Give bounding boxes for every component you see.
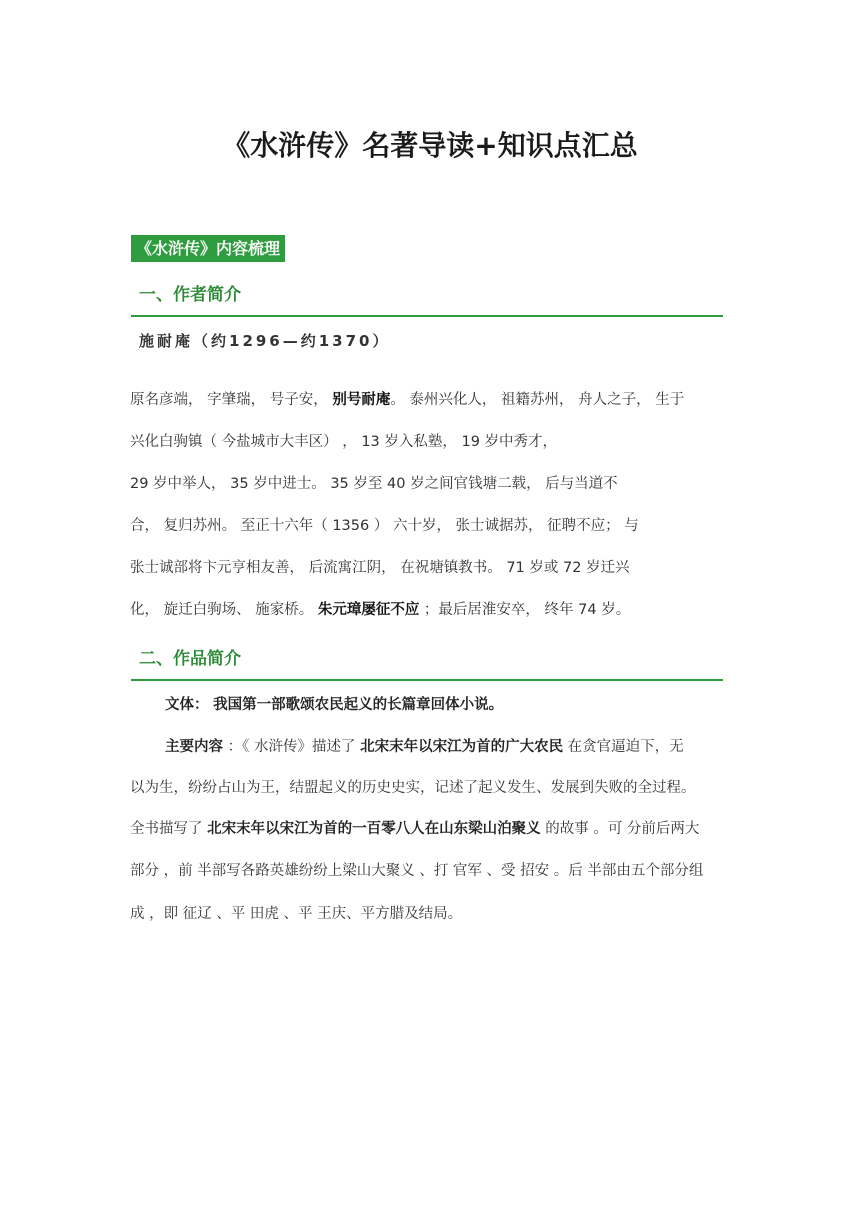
summary-line bbox=[130, 817, 699, 838]
bio-line bbox=[130, 430, 730, 451]
bio-line bbox=[130, 514, 730, 535]
summary-emphasis: 北宋末年以宋江为首的广大农民 bbox=[360, 739, 564, 755]
summary-text: 部分 ，前 半部写各路英雄纷纷上梁山大聚义 、打 官军 、受 招安 。后 半部由五个部分组 bbox=[130, 863, 704, 879]
section-divider bbox=[131, 679, 723, 681]
bio-line bbox=[130, 556, 730, 577]
page-title: 《水浒传》名著导读+知识点汇总 bbox=[222, 129, 638, 162]
bio-text: 原名彦端， 字肇瑞， 号子安， bbox=[130, 392, 333, 408]
summary-line bbox=[130, 859, 703, 880]
summary-text: 全书描写了 bbox=[130, 821, 208, 837]
summary-line bbox=[165, 735, 684, 756]
summary-emphasis: 北宋末年以宋江为首的一百零八人在山东梁山泊聚义 bbox=[207, 821, 541, 837]
bio-text: 29 岁中举人， 35 岁中进士。 35 岁至 40 岁之间官钱塘二载， 后与当道不 bbox=[130, 476, 618, 492]
bio-text: 化， 旋迁白驹场、 施家桥。 bbox=[130, 602, 318, 618]
bio-line bbox=[130, 388, 730, 409]
genre-label: 文体： bbox=[165, 697, 209, 713]
section-heading-author: 一、作者简介 bbox=[139, 285, 241, 305]
genre-line bbox=[165, 693, 503, 714]
bio-text: 合， 复归苏州。 至正十六年（ 1356 ） 六十岁， 张士诚据苏， 征聘不应； 与 bbox=[130, 518, 639, 534]
summary-text: 成 ，即 征辽 、平 田虎 、平 王庆、平方腊及结局。 bbox=[130, 906, 463, 922]
bio-line bbox=[130, 598, 730, 619]
bio-emphasis: 朱元璋屡征不应 bbox=[317, 602, 420, 618]
summary-text: ：《 水浒传》描述了 bbox=[223, 739, 361, 755]
summary-line bbox=[130, 776, 696, 797]
bio-text: ；最后居淮安卒， 终年 74 岁。 bbox=[419, 602, 631, 618]
author-name: 施耐庵（约1296—约1370） bbox=[139, 332, 391, 350]
section-divider bbox=[131, 315, 723, 317]
bio-emphasis: 别号耐庵 bbox=[332, 392, 391, 408]
section-tag: 《水浒传》内容梳理 bbox=[131, 235, 285, 262]
bio-text: 兴化白驹镇（ 今盐城市大丰区） ， 13 岁入私塾， 19 岁中秀才， bbox=[130, 434, 558, 450]
bio-line bbox=[130, 472, 730, 493]
summary-text: 的故事 。可 分前后两大 bbox=[540, 821, 700, 837]
section-heading-work: 二、作品简介 bbox=[139, 649, 241, 669]
summary-line bbox=[130, 902, 462, 923]
content-label: 主要内容 bbox=[165, 739, 223, 755]
summary-text: 在贪官逼迫下，无 bbox=[563, 739, 684, 755]
bio-text: 张士诚部将卞元亨相友善， 后流寓江阴， 在祝塘镇教书。 71 岁或 72 岁迁兴 bbox=[130, 560, 630, 576]
summary-text: 以为生，纷纷占山为王，结盟起义的历史史实，记述了起义发生、发展到失败的全过程。 bbox=[130, 780, 696, 796]
bio-text: 。 泰州兴化人， 祖籍苏州， 舟人之子， 生于 bbox=[390, 392, 685, 408]
genre-text: 我国第一部歌颂农民起义的长篇章回体小说。 bbox=[213, 697, 504, 713]
